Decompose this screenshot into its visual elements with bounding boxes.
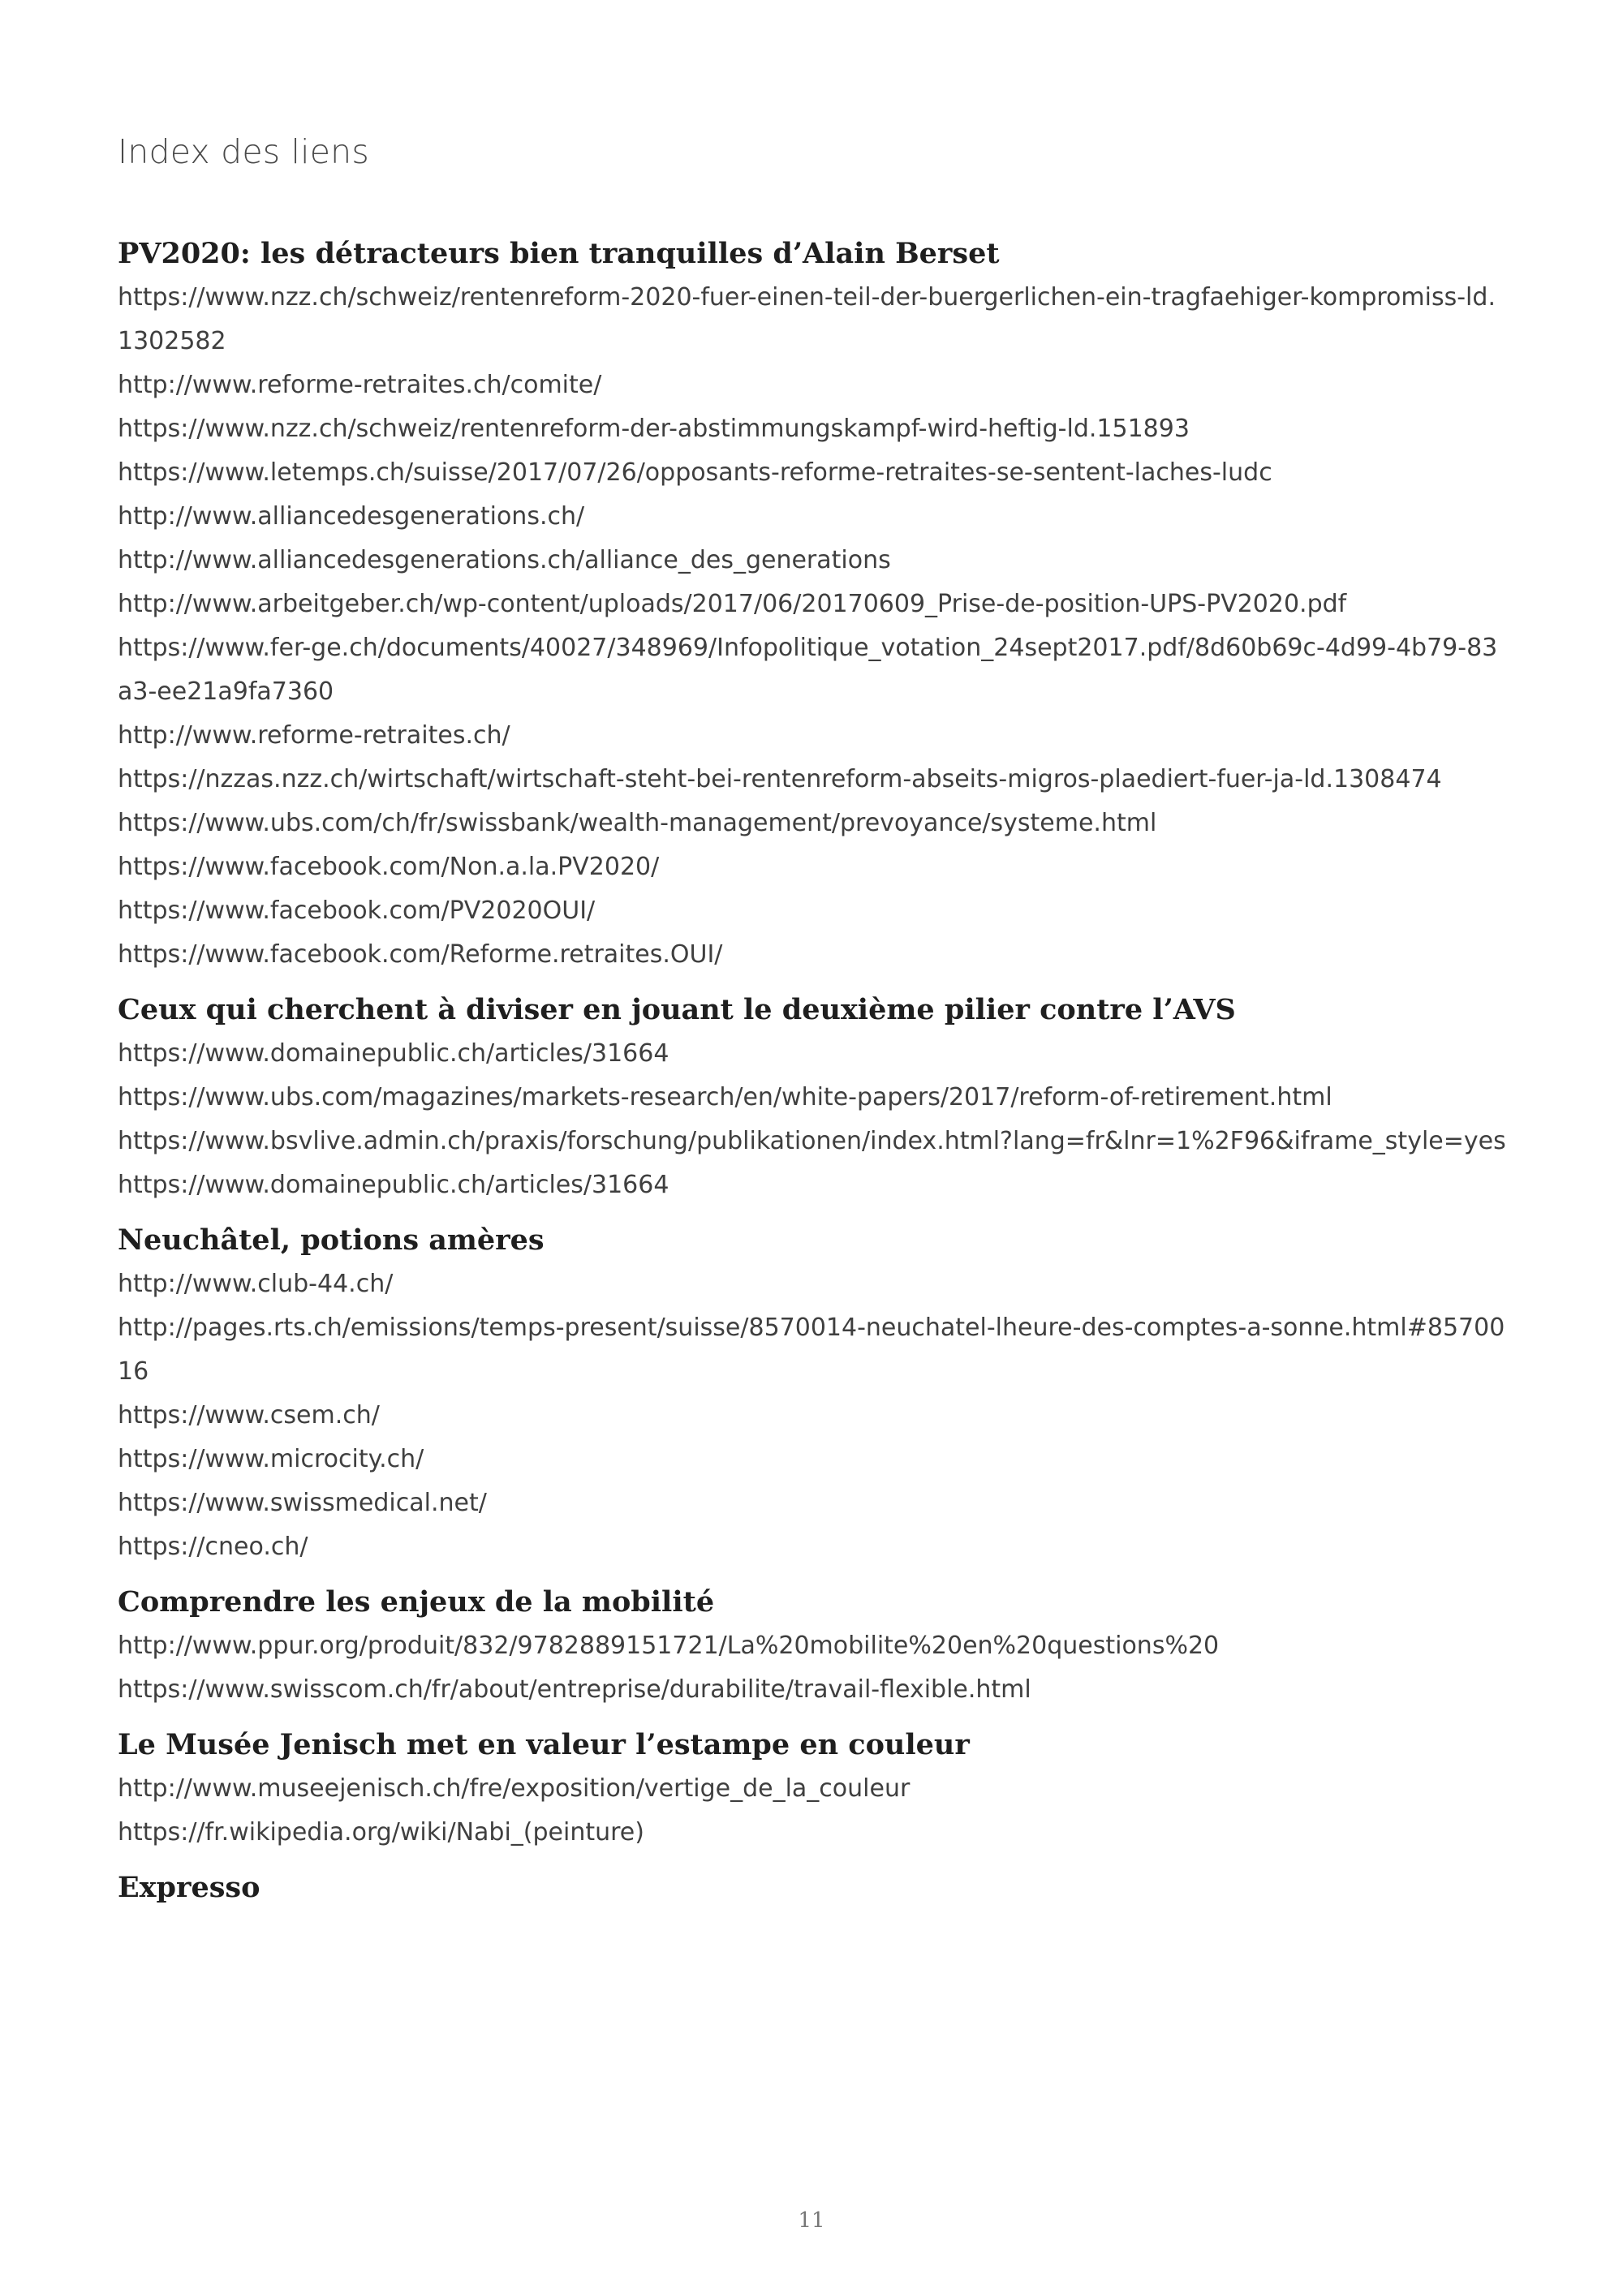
link-url[interactable]: https://www.swisscom.ch/fr/about/entreprise/durabilite/travail-flexible.html [118, 1675, 1031, 1704]
link-url[interactable]: https://fr.wikipedia.org/wiki/Nabi_(peinture) [118, 1818, 644, 1847]
link-item [118, 1163, 1509, 1207]
link-section [118, 232, 1509, 977]
link-item [118, 626, 1509, 714]
link-url[interactable]: https://www.facebook.com/Non.a.la.PV2020/ [118, 853, 660, 881]
link-item [118, 1481, 1509, 1525]
link-list [118, 1767, 1509, 1855]
link-item [118, 1624, 1509, 1668]
link-section [118, 988, 1509, 1207]
link-section [118, 1866, 1509, 1910]
link-item [118, 1394, 1509, 1438]
link-item [118, 276, 1509, 363]
link-item [118, 1262, 1509, 1306]
link-url[interactable]: http://www.arbeitgeber.ch/wp-content/uploads/2017/06/20170609_Prise-de-position-UPS-PV2020.pdf [118, 590, 1347, 618]
link-url[interactable]: https://www.fer-ge.ch/documents/40027/348969/Infopolitique_votation_24sept2017.pdf/8d60b69c-4d99-4b79-83a3-ee21a9fa7360 [118, 634, 1498, 706]
link-item [118, 1076, 1509, 1120]
link-url[interactable]: http://www.alliancedesgenerations.ch/ [118, 502, 585, 531]
link-url[interactable]: https://cneo.ch/ [118, 1533, 308, 1561]
link-url[interactable]: https://www.letemps.ch/suisse/2017/07/26/opposants-reforme-retraites-se-sentent-laches-ludc [118, 458, 1272, 487]
link-section [118, 1219, 1509, 1569]
section-title: Le Musée Jenisch met en valeur l’estampe en couleur [118, 1728, 970, 1761]
page-heading: Index des liens [118, 132, 369, 171]
link-item [118, 1032, 1509, 1076]
link-item [118, 1120, 1509, 1163]
link-item [118, 1438, 1509, 1481]
link-url[interactable]: http://www.club-44.ch/ [118, 1270, 394, 1298]
link-index [118, 232, 1509, 1910]
link-section [118, 1580, 1509, 1712]
link-item [118, 1767, 1509, 1811]
link-item [118, 451, 1509, 495]
link-item [118, 495, 1509, 539]
link-item [118, 889, 1509, 933]
link-url[interactable]: https://www.microcity.ch/ [118, 1445, 424, 1473]
section-title: PV2020: les détracteurs bien tranquilles d’Alain Berset [118, 237, 1000, 270]
section-title: Ceux qui cherchent à diviser en jouant le deuxième pilier contre l’AVS [118, 993, 1236, 1026]
link-list [118, 276, 1509, 977]
link-item [118, 1525, 1509, 1569]
link-item [118, 933, 1509, 977]
link-url[interactable]: http://www.alliancedesgenerations.ch/alliance_des_generations [118, 546, 891, 574]
link-url[interactable]: http://www.museejenisch.ch/fre/exposition/vertige_de_la_couleur [118, 1774, 911, 1803]
link-item [118, 845, 1509, 889]
link-url[interactable]: http://www.reforme-retraites.ch/comite/ [118, 371, 602, 399]
link-item [118, 539, 1509, 583]
link-url[interactable]: http://pages.rts.ch/emissions/temps-present/suisse/8570014-neuchatel-lheure-des-comptes-a-sonne.html#8570016 [118, 1314, 1505, 1386]
link-item [118, 583, 1509, 626]
section-title: Comprendre les enjeux de la mobilité [118, 1585, 715, 1619]
link-item [118, 407, 1509, 451]
link-item [118, 1811, 1509, 1855]
link-item [118, 758, 1509, 802]
link-url[interactable]: https://www.domainepublic.ch/articles/31664 [118, 1171, 669, 1199]
link-url[interactable]: https://nzzas.nzz.ch/wirtschaft/wirtschaft-steht-bei-rentenreform-abseits-migros-plaediert-fuer-ja-ld.1308474 [118, 765, 1442, 793]
link-url[interactable]: https://www.nzz.ch/schweiz/rentenreform-der-abstimmungskampf-wird-heftig-ld.151893 [118, 415, 1190, 443]
link-url[interactable]: https://www.ubs.com/magazines/markets-research/en/white-papers/2017/reform-of-retirement.html [118, 1083, 1332, 1111]
link-url[interactable]: https://www.nzz.ch/schweiz/rentenreform-2020-fuer-einen-teil-der-buergerlichen-ein-tragfaehiger-kompromiss-ld.1302582 [118, 283, 1496, 355]
link-url[interactable]: http://www.ppur.org/produit/832/9782889151721/La%20mobilite%20en%20questions%20 [118, 1632, 1220, 1660]
link-url[interactable]: https://www.ubs.com/ch/fr/swissbank/wealth-management/prevoyance/systeme.html [118, 809, 1157, 837]
link-section [118, 1723, 1509, 1855]
link-item [118, 1306, 1509, 1394]
link-list [118, 1624, 1509, 1712]
page-number: 11 [798, 2208, 825, 2233]
link-item [118, 714, 1509, 758]
link-url[interactable]: https://www.facebook.com/Reforme.retraites.OUI/ [118, 940, 723, 969]
link-list [118, 1262, 1509, 1569]
link-url[interactable]: https://www.swissmedical.net/ [118, 1489, 487, 1517]
section-title: Expresso [118, 1871, 260, 1904]
link-item [118, 363, 1509, 407]
link-item [118, 802, 1509, 845]
section-title: Neuchâtel, potions amères [118, 1223, 545, 1257]
link-item [118, 1668, 1509, 1712]
link-url[interactable]: https://www.csem.ch/ [118, 1401, 380, 1430]
link-url[interactable]: http://www.reforme-retraites.ch/ [118, 721, 510, 750]
link-list [118, 1032, 1509, 1207]
link-url[interactable]: https://www.facebook.com/PV2020OUI/ [118, 896, 596, 925]
link-url[interactable]: https://www.bsvlive.admin.ch/praxis/forschung/publikationen/index.html?lang=fr&lnr=1%2F96&iframe_style=yes [118, 1127, 1506, 1155]
link-url[interactable]: https://www.domainepublic.ch/articles/31664 [118, 1039, 669, 1068]
